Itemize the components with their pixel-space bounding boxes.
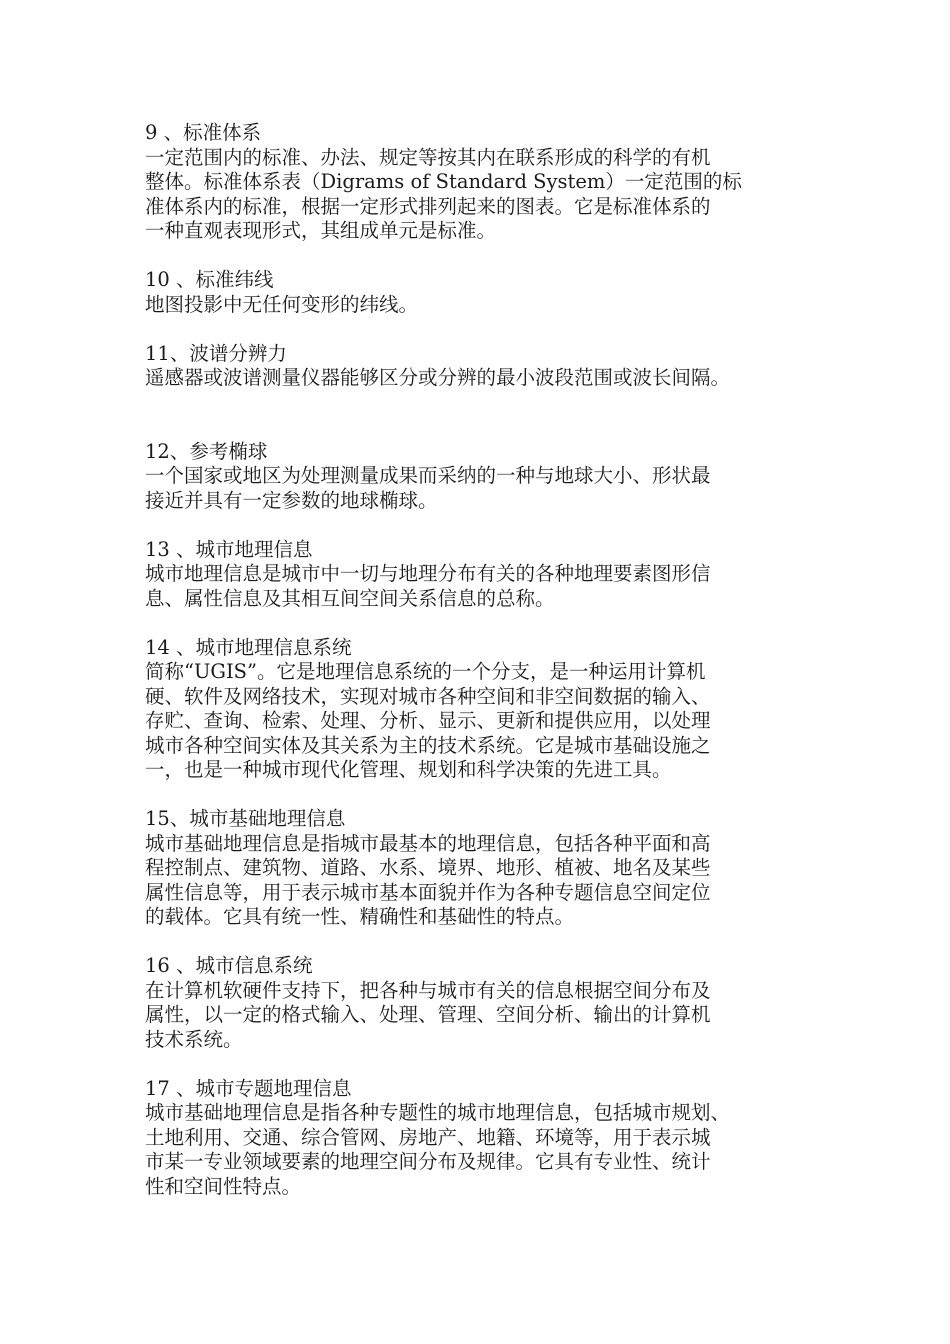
entry-title: 13 、城市地理信息 — [145, 537, 313, 561]
paragraph-gap — [145, 930, 805, 955]
entry-title: 11、波谱分辨力 — [145, 341, 287, 365]
entry-13 — [145, 538, 805, 612]
entry-line: 一个国家或地区为处理测量成果而采纳的一种与地球大小、形状最 — [145, 464, 711, 487]
entry-16 — [145, 954, 805, 1052]
entry-line: 遥感器或波谱测量仪器能够区分或分辨的最小波段范围或波长间隔。 — [145, 366, 731, 389]
entry-12 — [145, 440, 805, 514]
entry-line: 准体系内的标准，根据一定形式排列起来的图表。它是标准体系的 — [145, 194, 711, 218]
paragraph-gap — [145, 391, 805, 440]
entry-line: 接近并具有一定参数的地球椭球。 — [145, 488, 438, 512]
entry-line: 市某一专业领域要素的地理空间分布及规律。它具有专业性、统计 — [145, 1150, 711, 1173]
entry-title: 15、城市基础地理信息 — [145, 807, 346, 830]
entry-line: 简称“UGIS”。它是地理信息系统的一个分支，是一种运用计算机 — [145, 660, 706, 683]
entry-title: 14 、城市地理信息系统 — [145, 635, 352, 659]
entry-line: 存贮、查询、检索、处理、分析、显示、更新和提供应用，以处理 — [145, 709, 711, 732]
entry-line: 地图投影中无任何变形的纬线。 — [145, 292, 419, 316]
entry-line: 性和空间性特点。 — [145, 1174, 302, 1198]
entry-11 — [145, 342, 805, 391]
entry-line: 属性，以一定的格式输入、处理、管理、空间分析、输出的计算机 — [145, 1003, 711, 1026]
entry-line: 属性信息等，用于表示城市基本面貌并作为各种专题信息空间定位 — [145, 880, 711, 904]
paragraph-gap — [145, 317, 805, 342]
entry-15 — [145, 807, 805, 930]
entry-line: 一，也是一种城市现代化管理、规划和科学决策的先进工具。 — [145, 758, 672, 781]
entry-line: 整体。标准体系表（Digrams of Standard System）一定范围的标 — [145, 170, 742, 193]
paragraph-gap — [145, 513, 805, 538]
entry-line: 硬、软件及网络技术，实现对城市各种空间和非空间数据的输入、 — [145, 684, 711, 708]
entry-9 — [145, 121, 805, 244]
paragraph-gap — [145, 611, 805, 636]
entry-title: 12、参考椭球 — [145, 439, 268, 463]
entry-line: 息、属性信息及其相互间空间关系信息的总称。 — [145, 586, 555, 610]
paragraph-gap — [145, 1052, 805, 1077]
paragraph-gap — [145, 244, 805, 269]
entry-line: 城市基础地理信息是指各种专题性的城市地理信息，包括城市规划、 — [145, 1101, 731, 1124]
entry-line: 程控制点、建筑物、道路、水系、境界、地形、植被、地名及某些 — [145, 856, 711, 879]
paragraph-gap — [145, 783, 805, 808]
entry-title: 10 、标准纬线 — [145, 268, 274, 291]
entry-line: 在计算机软硬件支持下，把各种与城市有关的信息根据空间分布及 — [145, 978, 711, 1002]
document-page — [145, 121, 805, 1199]
entry-title: 9 、标准体系 — [145, 121, 262, 144]
entry-line: 城市基础地理信息是指城市最基本的地理信息，包括各种平面和高 — [145, 831, 711, 855]
entry-line: 一种直观表现形式，其组成单元是标准。 — [145, 219, 497, 242]
entry-14 — [145, 636, 805, 783]
entry-line: 一定范围内的标准、办法、规定等按其内在联系形成的科学的有机 — [145, 145, 711, 169]
entry-title: 16 、城市信息系统 — [145, 954, 313, 977]
entry-line: 技术系统。 — [145, 1027, 243, 1051]
entry-line: 城市各种空间实体及其关系为主的技术系统。它是城市基础设施之 — [145, 733, 711, 757]
entry-line: 城市地理信息是城市中一切与地理分布有关的各种地理要素图形信 — [145, 562, 711, 585]
entry-title: 17 、城市专题地理信息 — [145, 1076, 352, 1100]
entry-line: 的载体。它具有统一性、精确性和基础性的特点。 — [145, 905, 575, 928]
entry-17 — [145, 1077, 805, 1200]
entry-10 — [145, 268, 805, 317]
entry-line: 土地利用、交通、综合管网、房地产、地籍、环境等，用于表示城 — [145, 1125, 711, 1149]
